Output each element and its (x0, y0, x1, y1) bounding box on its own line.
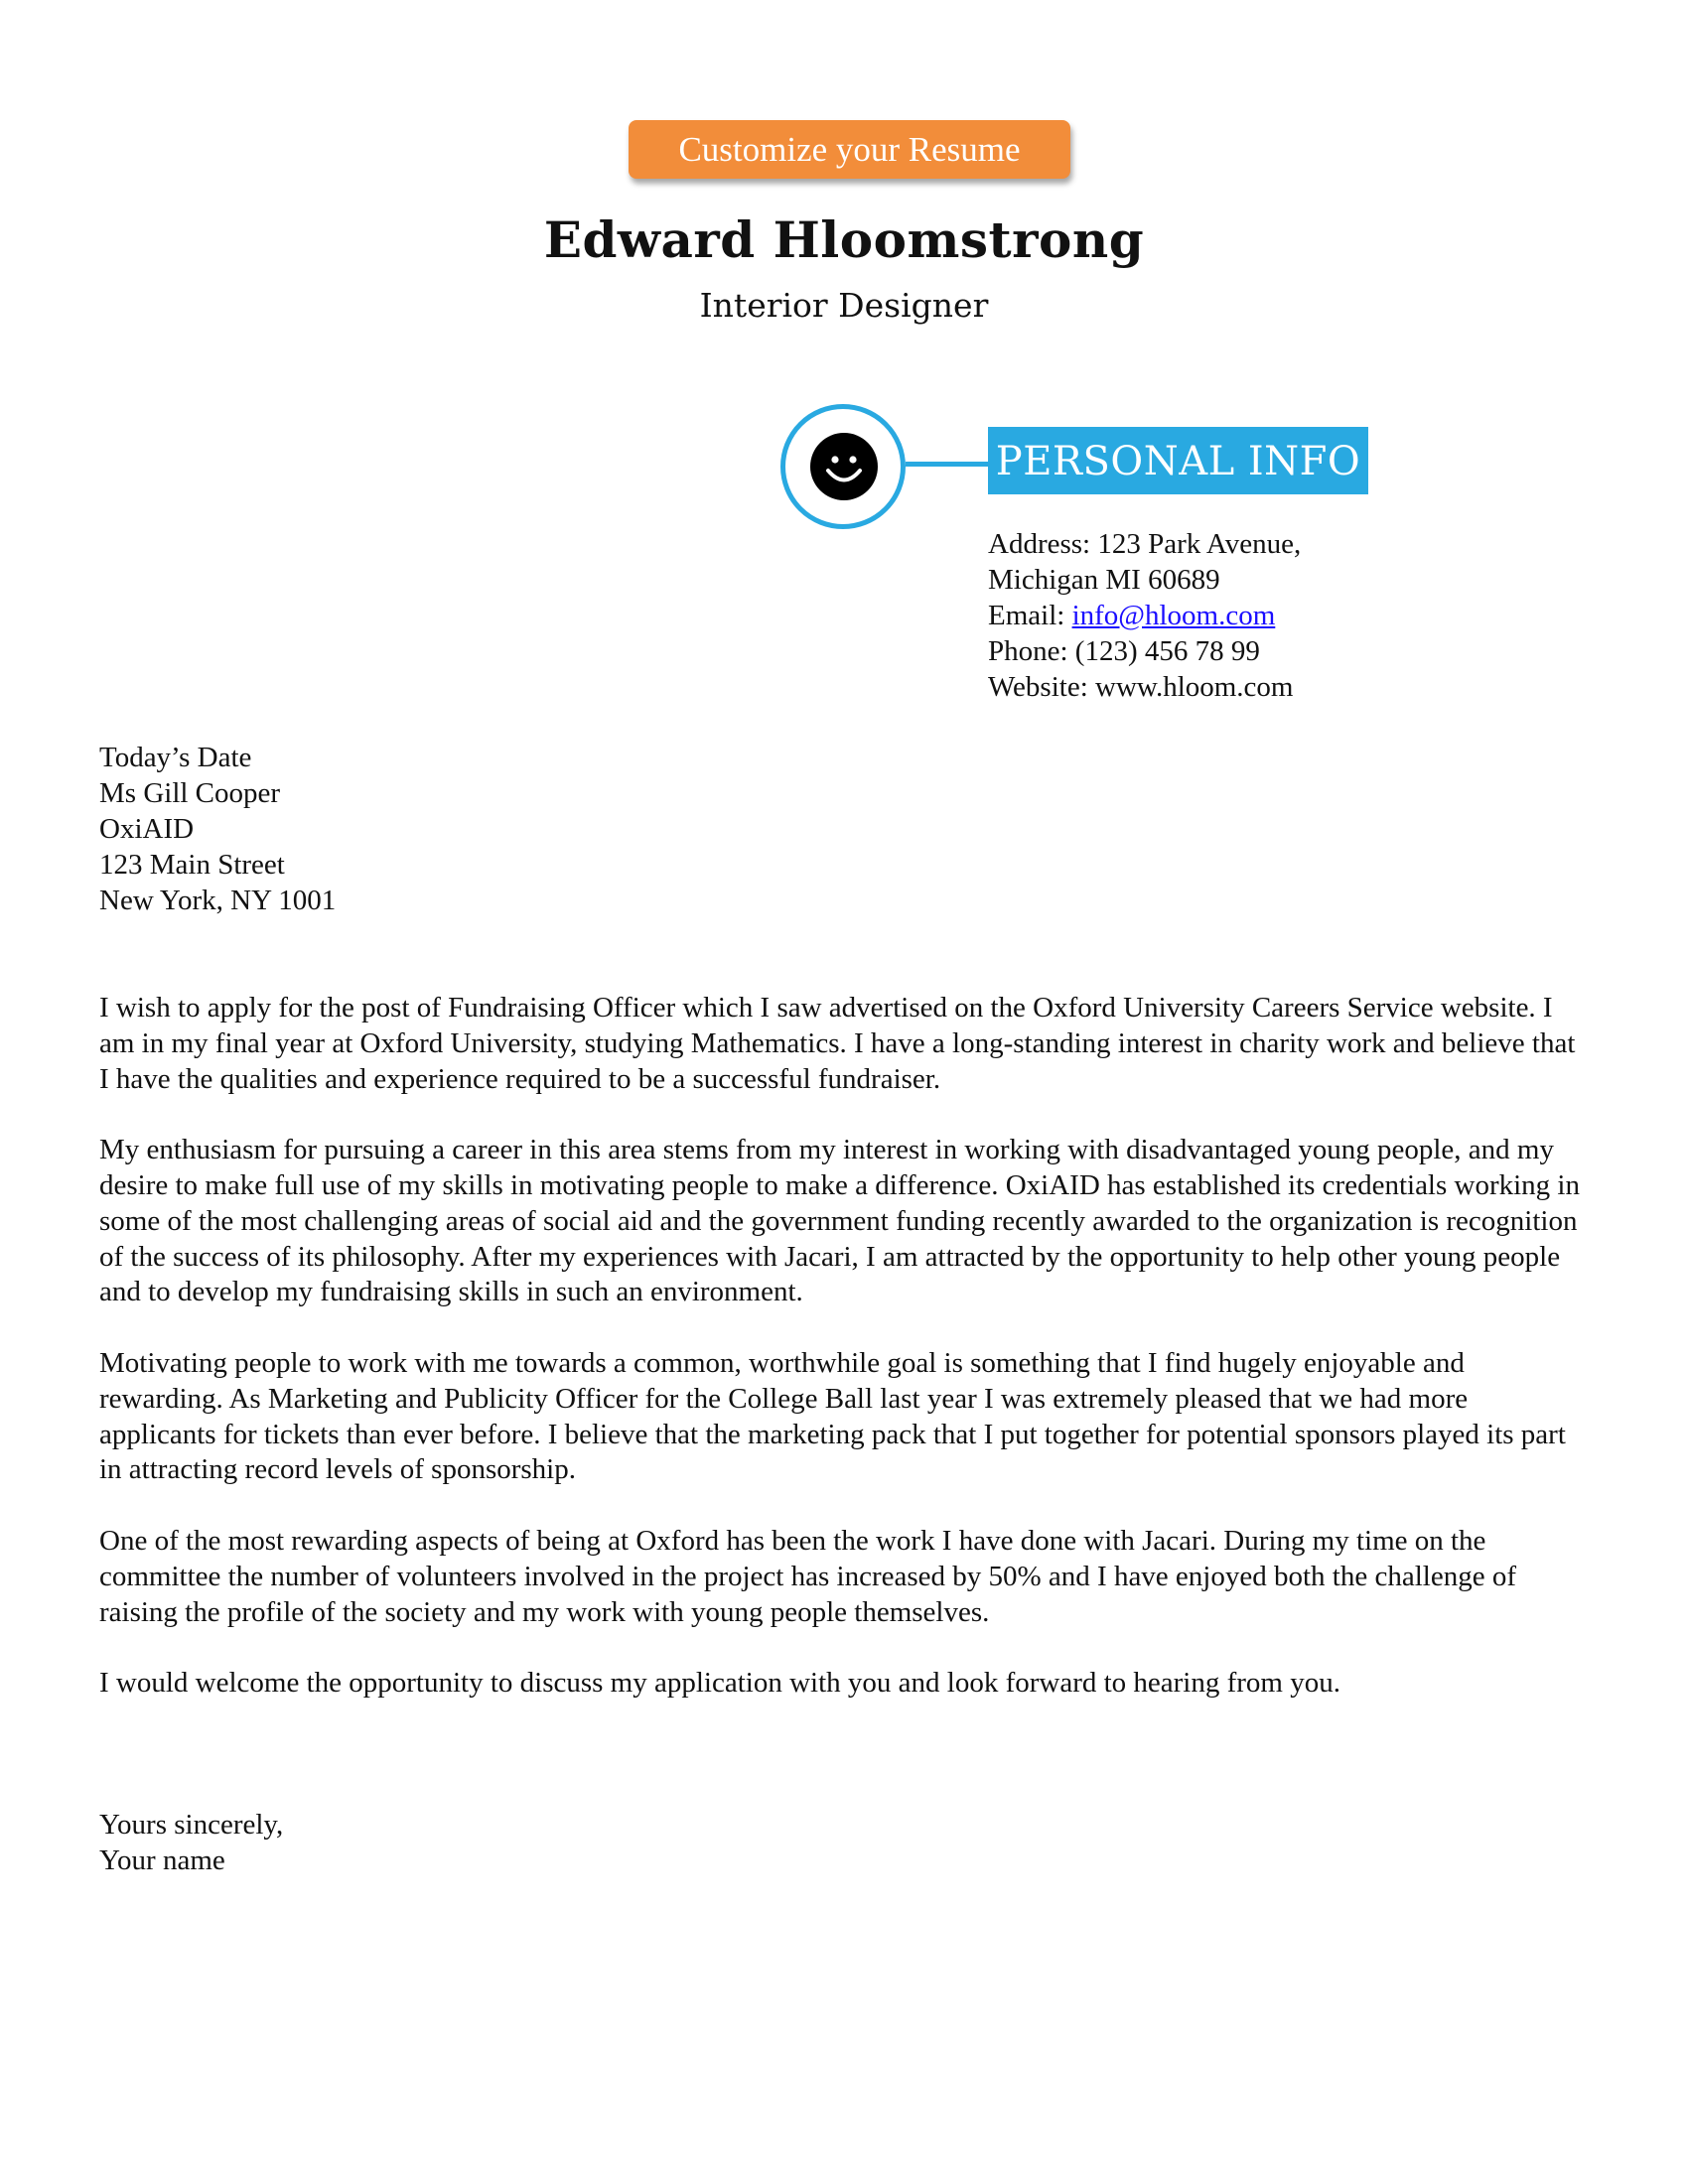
recipient-name: Ms Gill Cooper (99, 777, 281, 809)
letter-paragraph: I would welcome the opportunity to discuss my application with you and look forward to hearing from you. (99, 1667, 1340, 1700)
address-line-1: Address: 123 Park Avenue, (988, 528, 1302, 560)
letter-body (99, 991, 1589, 1737)
recipient-street: 123 Main Street (99, 849, 285, 881)
closing-salutation: Yours sincerely, (99, 1809, 284, 1841)
smiley-face-icon (809, 432, 879, 501)
signature-name: Your name (99, 1844, 225, 1876)
email-row (988, 598, 1301, 633)
website: Website: www.hloom.com (988, 671, 1294, 703)
applicant-role: Interior Designer (699, 286, 989, 325)
connector-line (906, 462, 989, 467)
recipient-city: New York, NY 1001 (99, 885, 337, 916)
recipient-company: OxiAID (99, 813, 195, 845)
letter-date: Today’s Date (99, 742, 252, 773)
phone: Phone: (123) 456 78 99 (988, 635, 1260, 667)
applicant-name: Edward Hloomstrong (543, 210, 1145, 269)
address-line-2: Michigan MI 60689 (988, 564, 1220, 596)
email-label: Email: (988, 600, 1072, 631)
customize-resume-button[interactable]: Customize your Resume (629, 120, 1070, 179)
closing-block (99, 1807, 283, 1878)
letter-paragraph: My enthusiasm for pursuing a career in this area stems from my interest in working with disadvantaged young people, and my desire to make full use of my skills in motivating people to make a difference. OxiAID has established its credentials working in some of the most challenging areas of social aid and the government funding recently awarded to the organization is recognition of the success of its philosophy. After my experiences with Jacari, I am attracted by the opportunity to help other young people and to develop my fundraising skills in such an environment. (99, 1134, 1580, 1308)
letter-paragraph: I wish to apply for the post of Fundraising Officer which I saw advertised on the Oxford University Careers Service website. I am in my final year at Oxford University, studying Mathematics. I have a long-standing interest in charity work and believe that I have the qualities and experience required to be a successful fundraiser. (99, 992, 1576, 1095)
letter-paragraph: One of the most rewarding aspects of being at Oxford has been the work I have done with Jacari. During my time on the committee the number of volunteers involved in the project has increased by 50% and I have enjoyed both the challenge of raising the profile of the society and my work with young people themselves. (99, 1524, 1516, 1628)
email-link[interactable]: info@hloom.com (1071, 600, 1276, 631)
recipient-block (99, 740, 336, 918)
letter-paragraph: Motivating people to work with me towards a common, worthwhile goal is something that I find hugely enjoyable and rewarding. As Marketing and Publicity Officer for the College Ball last year I was extremely pleased that we had more applicants for tickets than ever before. I believe that the marketing pack that I put together for potential sponsors played its part in attracting record levels of sponsorship. (99, 1346, 1566, 1486)
contact-info (988, 526, 1301, 705)
personal-info-heading: PERSONAL INFO (988, 427, 1368, 494)
